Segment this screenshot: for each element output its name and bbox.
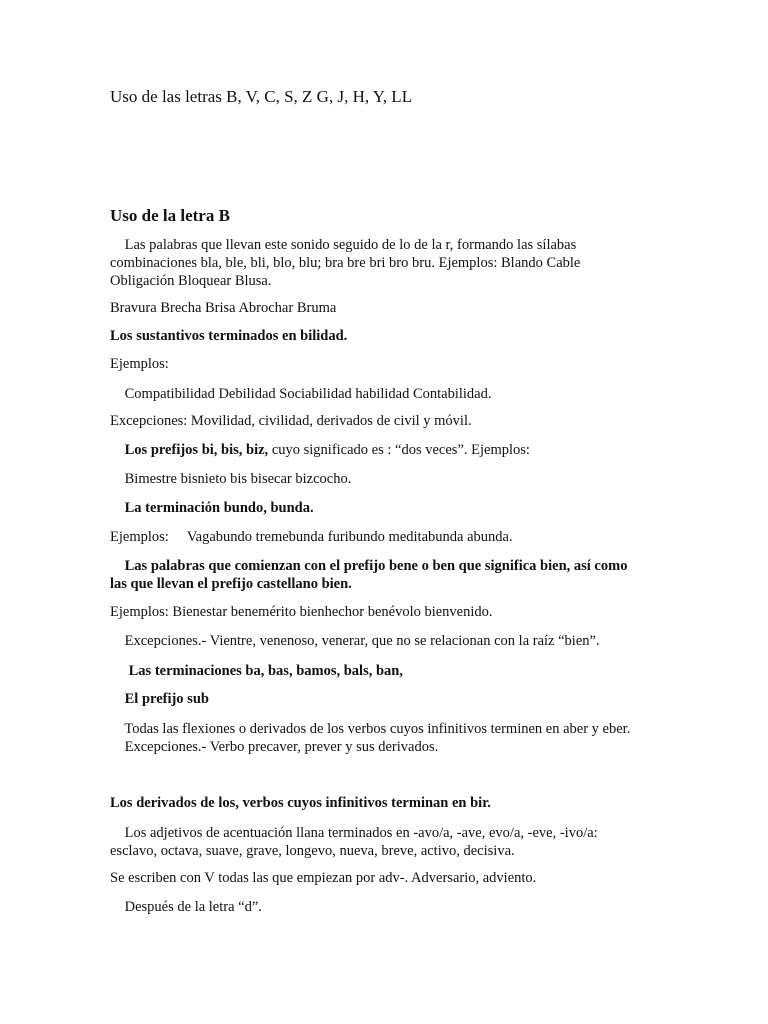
- paragraph-text: Excepciones.- Verbo precaver, prever y sus derivados.: [124, 739, 439, 755]
- paragraph-bene-heading: [110, 557, 640, 593]
- paragraph-bilidad-heading: Los sustantivos terminados en bilidad.: [110, 328, 348, 344]
- paragraph-text: Compatibilidad Debilidad Sociabilidad habilidad Contabilidad.: [124, 386, 492, 402]
- paragraph-adjetivos-llanos: [110, 824, 640, 860]
- paragraph-text: Las palabras que llevan este sonido seguido de lo de la r, formando las sílabas combinaciones bla, ble, bli, blo, blu; bra bre bri bro bru. Ejemplos: Blando Cable Obligación Bloquear Blusa.: [110, 237, 581, 289]
- paragraph-combinations: [110, 236, 640, 290]
- paragraph-text: Todas las flexiones o derivados de los verbos cuyos infinitivos terminen en aber y eber.: [124, 721, 631, 737]
- paragraph-adv: Se escriben con V todas las que empiezan por adv-. Adversario, adviento.: [110, 870, 537, 886]
- paragraph-text: cuyo significado es : “dos veces”. Ejemplos:: [268, 442, 530, 458]
- paragraph-text: Excepciones.- Vientre, venenoso, venerar, que no se relacionan con la raíz “bien”.: [124, 633, 600, 649]
- paragraph-text: Los adjetivos de acentuación llana terminados en -avo/a, -ave, evo/a, -eve, -ivo/a: esclavo, octava, suave, grave, longevo, nueva, breve, activo, decisiva.: [110, 825, 598, 859]
- paragraph-text: Bimestre bisnieto bis bisecar bizcocho.: [124, 471, 352, 487]
- paragraph-bold-text: Los prefijos bi, bis, biz,: [124, 442, 269, 458]
- paragraph-text: Después de la letra “d”.: [124, 899, 262, 915]
- paragraph-aber-eber: [110, 720, 640, 756]
- paragraph-bundo-heading: [110, 499, 640, 517]
- paragraph-terminaciones-ba: [114, 662, 644, 680]
- paragraph-label: Ejemplos:: [110, 529, 173, 545]
- paragraph-text: Las terminaciones ba, bas, bamos, bals, ban,: [128, 663, 403, 679]
- paragraph-text: Vagabundo tremebunda furibundo meditabunda abunda.: [186, 529, 513, 545]
- paragraph-bir-heading: Los derivados de los, verbos cuyos infinitivos terminan en bir.: [110, 795, 491, 811]
- paragraph-text: Las palabras que comienzan con el prefijo bene o ben que significa bien, así como las que llevan el prefijo castellano bien.: [110, 558, 628, 592]
- paragraph-bene-examples: Ejemplos: Bienestar benemérito bienhechor benévolo bienvenido.: [110, 604, 493, 620]
- paragraph-bilidad-examples: [110, 385, 640, 403]
- paragraph-text: La terminación bundo, bunda.: [124, 500, 314, 516]
- paragraph-bi-examples: [110, 470, 640, 488]
- paragraph-prefijos-bi: [110, 441, 640, 459]
- paragraph-examples-label: Ejemplos:: [110, 356, 169, 372]
- paragraph-bene-exceptions: [110, 632, 640, 650]
- document-title: Uso de las letras B, V, C, S, Z G, J, H, Y, LL: [110, 87, 413, 106]
- paragraph-letra-d: [110, 898, 640, 916]
- paragraph-bundo-examples: [110, 528, 640, 546]
- paragraph-text: El prefijo sub: [124, 691, 209, 707]
- paragraph-br-examples: Bravura Brecha Brisa Abrochar Bruma: [110, 300, 337, 316]
- section-title: Uso de la letra B: [110, 206, 230, 225]
- paragraph-exceptions-movilidad: Excepciones: Movilidad, civilidad, derivados de civil y móvil.: [110, 413, 472, 429]
- paragraph-prefijo-sub: [110, 690, 640, 708]
